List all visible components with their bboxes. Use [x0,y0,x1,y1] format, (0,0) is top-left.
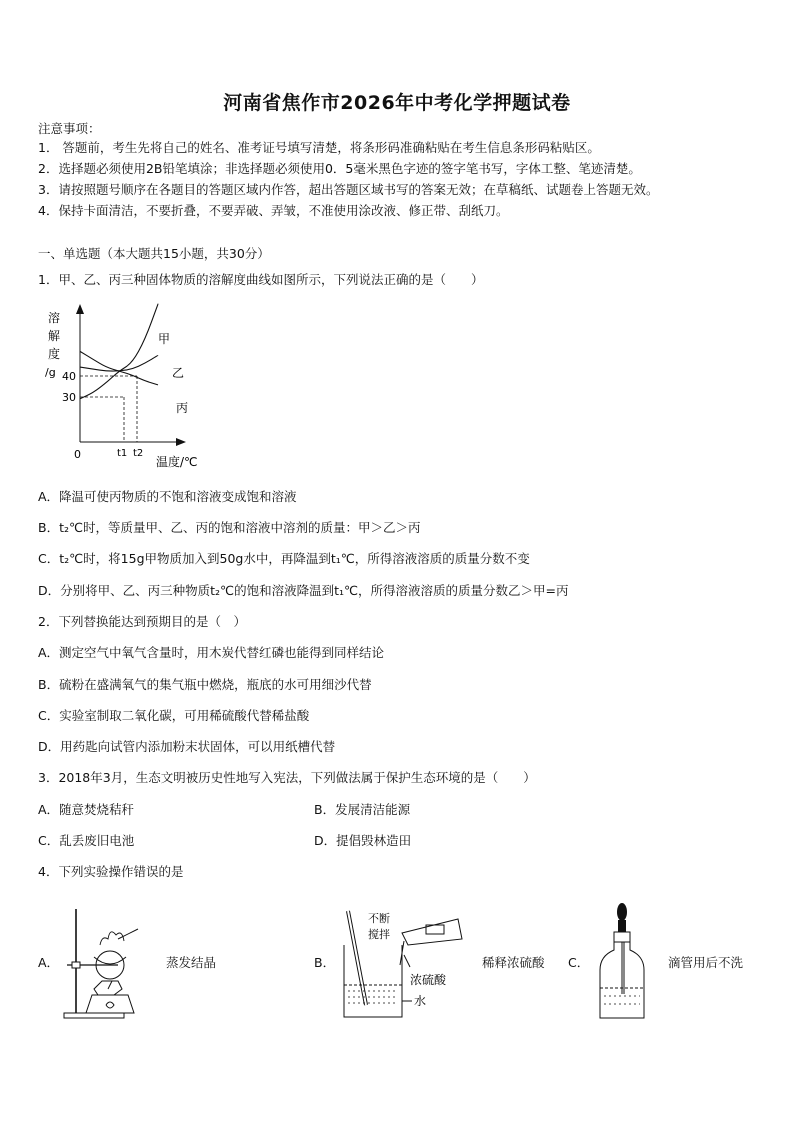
question-2-stem: 2．下列替换能达到预期目的是（ ） [38,614,246,629]
question-3-option-b: B．发展清洁能源 [314,802,411,817]
y-label-char: 解 [48,329,61,343]
x-axis-label: 温度/℃ [156,455,198,469]
question-4-option-a-text: 蒸发结晶 [166,955,217,970]
question-1-option-a: A．降温可使丙物质的不饱和溶液变成饱和溶液 [38,489,297,504]
question-3-stem: 3．2018年3月，生态文明被历史性地写入宪法，下列做法属于保护生态环境的是（ ） [38,770,536,785]
page-title: 河南省焦作市2026年中考化学押题试卷 [223,92,571,114]
question-3-option-d: D．提倡毁林造田 [314,833,412,848]
series-label-yi: 乙 [172,366,185,380]
question-2-option-b: B．硫粉在盛满氧气的集气瓶中燃烧，瓶底的水可用细沙代替 [38,677,372,692]
origin-label: 0 [74,448,81,461]
note-item: 1． 答题前，考生先将自己的姓名、准考证号填写清楚，将条形码准确粘贴在考生信息条形码粘贴区。 [38,140,600,155]
y-label-char: 溶 [48,311,61,325]
x-tick-label: t2 [133,448,144,459]
question-1-stem: 1．甲、乙、丙三种固体物质的溶解度曲线如图所示，下列说法正确的是（ ） [38,272,484,287]
x-tick-label: t1 [117,448,128,459]
question-1-option-c: C．t₂℃时，将15g甲物质加入到50g水中，再降温到t₁℃，所得溶液溶质的质量分数不变 [38,551,530,566]
solubility-curve-0 [80,304,158,399]
y-tick-label: 30 [62,391,76,404]
x-axis-arrow [176,438,186,446]
question-2-option-c: C．实验室制取二氧化碳，可用稀硫酸代替稀盐酸 [38,708,310,723]
question-4-stem: 4．下列实验操作错误的是 [38,864,184,879]
y-label-char: 度 [48,347,61,361]
note-item: 2．选择题必须使用2B铅笔填涂；非选择题必须使用0．5毫米黑色字迹的签字笔书写，字体工整、笔迹清楚。 [38,161,641,176]
solubility-curve-1 [80,355,158,371]
question-2-option-a: A．测定空气中氧气含量时，用木炭代替红磷也能得到同样结论 [38,645,385,660]
question-4-option-b-letter: B． [314,955,336,970]
solubility-chart [40,300,220,472]
svg-text:水: 水 [414,994,427,1008]
series-label-bing: 丙 [176,401,189,415]
evaporation-apparatus-figure [62,905,152,1025]
question-4-option-b-text: 稀释浓硫酸 [482,955,545,970]
question-1-option-b: B．t₂℃时，等质量甲、乙、丙的饱和溶液中溶剂的质量：甲＞乙＞丙 [38,520,421,535]
section-heading: 一、单选题（本大题共15小题，共30分） [38,246,270,261]
question-4-option-a-letter: A． [38,955,60,970]
notes-heading: 注意事项： [38,121,101,136]
svg-text:搅拌: 搅拌 [368,928,390,941]
dilution-figure [338,905,478,1025]
y-axis-arrow [76,304,84,314]
svg-text:浓硫酸: 浓硫酸 [410,973,447,987]
question-2-option-d: D．用药匙向试管内添加粉末状固体，可以用纸槽代替 [38,739,336,754]
question-3-option-a: A．随意焚烧秸秆 [38,802,135,817]
question-4-option-c-letter: C． [568,955,590,970]
question-3-option-c: C．乱丢废旧电池 [38,833,135,848]
series-label-jia: 甲 [158,332,171,346]
y-label-char: /g [45,366,56,379]
dropper-bottle-figure [596,898,652,1026]
y-tick-label: 40 [62,370,76,383]
question-4-option-c-text: 滴管用后不洗 [668,955,744,970]
svg-text:不断: 不断 [368,912,390,925]
solubility-curve-2 [80,351,158,385]
note-item: 4．保持卡面清洁，不要折叠，不要弄破、弄皱，不准使用涂改液、修正带、刮纸刀。 [38,203,509,218]
note-item: 3．请按照题号顺序在各题目的答题区域内作答，超出答题区域书写的答案无效；在草稿纸、试题卷上答题无效。 [38,182,659,197]
question-1-option-d: D．分别将甲、乙、丙三种物质t₂℃的饱和溶液降温到t₁℃，所得溶液溶质的质量分数乙＞甲=丙 [38,583,569,598]
